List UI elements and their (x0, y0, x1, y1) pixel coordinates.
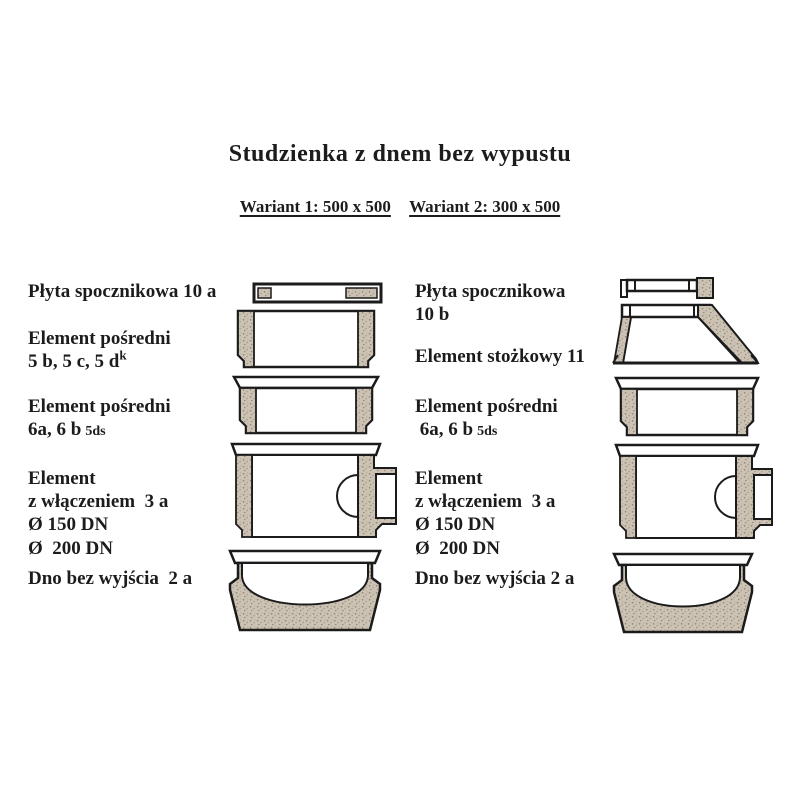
element-posredni-6-drawing (616, 378, 758, 435)
label-left-posredni5-line2: 5 b, 5 c, 5 $d^k$ (28, 347, 127, 372)
label-left-inlet-line1: Element (28, 468, 96, 489)
plyta-spocznikowa-10b-drawing (621, 278, 713, 298)
variant-2-label: Wariant 2: 300 x 500 (409, 197, 561, 216)
label-left-plate: Płyta spocznikowa 10 a (28, 281, 217, 302)
label-left-inlet-line2: z włączeniem 3 a (28, 491, 169, 512)
plyta-spocznikowa-10a-drawing (254, 284, 381, 302)
diagram-variant-1 (228, 276, 400, 636)
label-left-posredni5-line1: Element pośredni (28, 328, 171, 349)
dno-bez-wyjscia-2a-drawing (614, 554, 752, 632)
label-left-inlet-dn200: Ø 200 DN (28, 538, 113, 559)
label-right-inlet-line1: Element (415, 468, 483, 489)
label-left-inlet-dn150: Ø 150 DN (28, 514, 109, 535)
label-right-posredni6-line1: Element pośredni (415, 396, 558, 417)
suffix-5ds: 5ds (477, 424, 498, 439)
label-right-bottom: Dno bez wyjścia 2 a (415, 568, 575, 589)
element-z-wlaczeniem-3a-drawing (232, 444, 396, 537)
variant-1-label: Wariant 1: 500 x 500 (239, 197, 391, 216)
superscript-k: k (119, 347, 127, 363)
label-left-bottom: Dno bez wyjścia 2 a (28, 568, 193, 589)
diagram-variant-2 (610, 272, 800, 640)
suffix-5ds: 5ds (85, 424, 106, 439)
element-z-wlaczeniem-3a-drawing (616, 445, 772, 538)
label-left-posredni6-line1: Element pośredni (28, 396, 171, 417)
label-right-plate-line2: 10 b (415, 304, 450, 325)
label-right-inlet-dn150: Ø 150 DN (415, 514, 496, 535)
label-right-plate-line1: Płyta spocznikowa (415, 281, 566, 302)
label-right-inlet-line2: z włączeniem 3 a (415, 491, 556, 512)
element-stozkowy-11-drawing (613, 305, 758, 363)
element-posredni-5-drawing (238, 311, 374, 367)
label-right-inlet-dn200: Ø 200 DN (415, 538, 500, 559)
label-right-cone: Element stożkowy 11 (415, 346, 585, 367)
label-right-posredni6-line2: 6a, 6 b 5ds (415, 419, 498, 440)
label-left-posredni6-line2: 6a, 6 b 5ds (28, 419, 106, 440)
dno-bez-wyjscia-2a-drawing (230, 551, 380, 630)
page-title: Studzienka z dnem bez wypustu (228, 141, 572, 167)
subtitle (0, 197, 800, 217)
element-posredni-6-drawing (234, 377, 378, 433)
